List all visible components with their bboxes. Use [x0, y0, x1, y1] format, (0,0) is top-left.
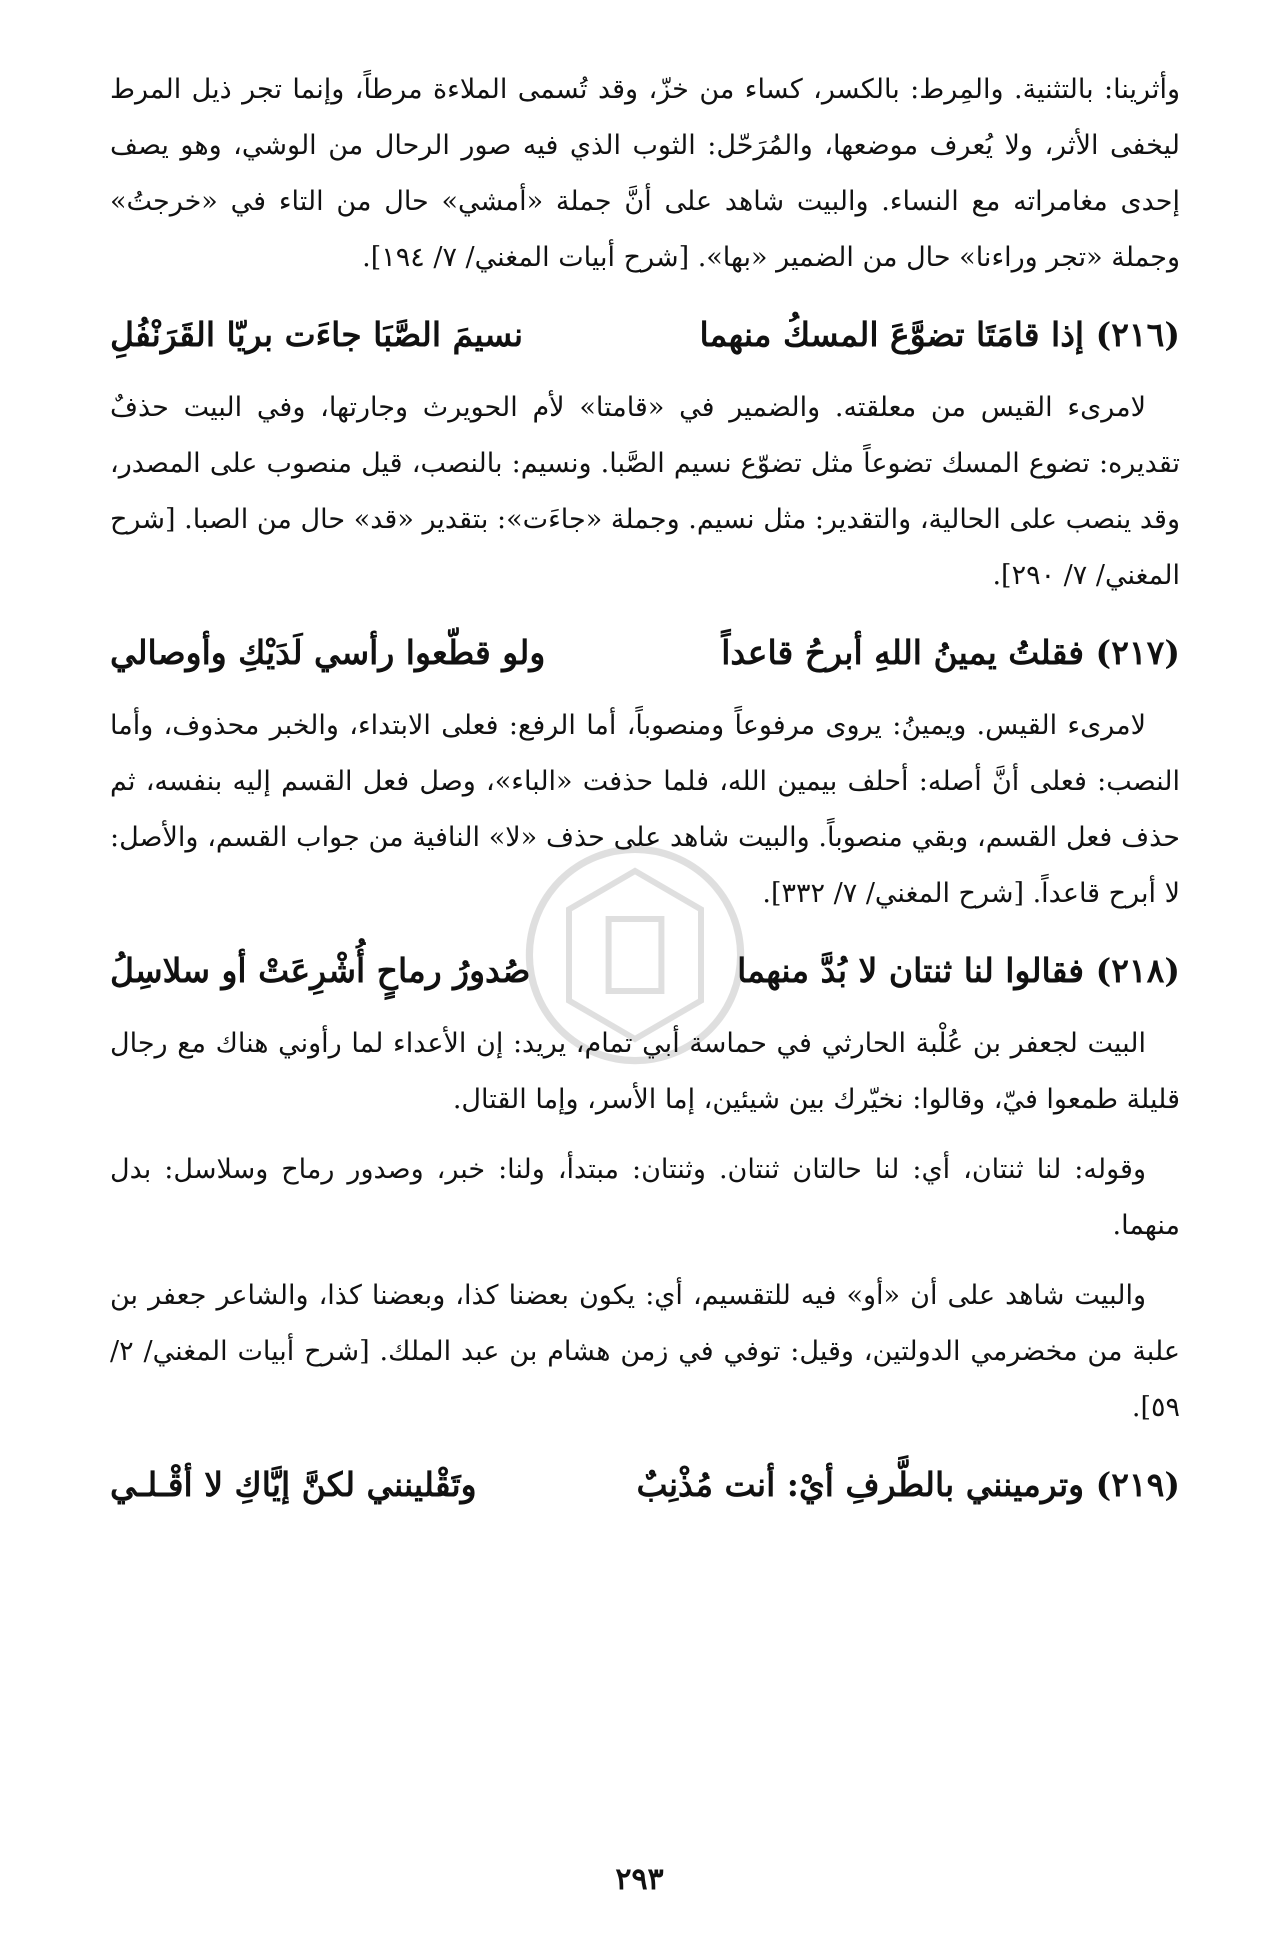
verse-first-hemistich: (٢١٨) فقالوا لنا ثنتان لا بُدَّ منهما	[737, 951, 1180, 990]
verse-216	[110, 298, 1180, 372]
verse-219	[110, 1448, 1180, 1522]
page-body	[110, 62, 1180, 1530]
paragraph-commentary-216: لامرىء القيس من معلقته. والضمير في «قامتا» لأم الحويرث وجارتها، وفي البيت حذفٌ تقديره: تضوع المسك تضوعاً مثل تضوّع نسيم الصَّبا. ونسيم: بالنصب، قيل منصوب على المصدر، وقد ينصب على الحالية، والتقدير: مثل نسيم. وجملة «جاءَت»: بتقدير «قد» حال من الصبا. [شرح المغني/ ٧/ ٢٩٠].	[110, 392, 1180, 591]
verse-second-hemistich: وتَقْلينني لكنَّ إيَّاكِ لا أقْـلـي	[110, 1465, 477, 1504]
verse-second-hemistich: صُدورُ رماحٍ أُشْرِعَتْ أو سلاسِلُ	[110, 951, 531, 990]
paragraph-commentary-218-b: وقوله: لنا ثنتان، أي: لنا حالتان ثنتان. وثنتان: مبتدأ، ولنا: خبر، وصدور رماح وسلاسل: بدل منهما.	[110, 1154, 1180, 1241]
paragraph-commentary-218-a: البيت لجعفر بن عُلْبة الحارثي في حماسة أبي تمام، يريد: إن الأعداء لما رأوني هناك مع رجال قليلة طمعوا فيّ، وقالوا: نخيّرك بين شيئين، إما الأسر، وإما القتال.	[110, 1028, 1180, 1115]
paragraph-commentary-215: وأثرينا: بالتثنية. والمِرط: بالكسر، كساء من خزّ، وقد تُسمى الملاءة مرطاً، وإنما تجر ذيل المرط ليخفى الأثر، ولا يُعرف موضعها، والمُرَحّل: الثوب الذي فيه صور الرحال من الوشي، وهو يصف إحدى مغامراته مع النساء. والبيت شاهد على أنَّ جملة «أمشي» حال من التاء في «خرجتُ» وجملة «تجر وراءنا» حال من الضمير «بها». [شرح أبيات المغني/ ٧/ ١٩٤].	[110, 74, 1180, 273]
paragraph-commentary-218-c: والبيت شاهد على أن «أو» فيه للتقسيم، أي: يكون بعضنا كذا، وبعضنا كذا، والشاعر جعفر بن علبة من مخضرمي الدولتين، وقيل: توفي في زمن هشام بن عبد الملك. [شرح أبيات المغني/ ٢/ ٥٩].	[110, 1280, 1180, 1423]
verse-second-hemistich: ولو قطّعوا رأسي لَدَيْكِ وأوصالي	[110, 633, 546, 672]
verse-first-hemistich: (٢١٩) وترمينني بالطَّرفِ أيْ: أنت مُذْنِبٌ	[636, 1465, 1180, 1504]
verse-second-hemistich: نسيمَ الصَّبَا جاءَت بريّا القَرَنْفُلِ	[110, 315, 524, 354]
verse-first-hemistich: (٢١٧) فقلتُ يمينُ اللهِ أبرحُ قاعداً	[721, 633, 1180, 672]
page-number: ٢٩٣	[615, 1862, 664, 1897]
paragraph-commentary-217: لامرىء القيس. ويمينُ: يروى مرفوعاً ومنصوباً، أما الرفع: فعلى الابتداء، والخبر محذوف، وأما النصب: فعلى أنَّ أصله: أحلف بيمين الله، فلما حذفت «الباء»، وصل فعل القسم إليه بنفسه، ثم حذف فعل القسم، وبقي منصوباً. والبيت شاهد على حذف «لا» النافية من جواب القسم، والأصل: لا أبرح قاعداً. [شرح المغني/ ٧/ ٣٣٢].	[110, 710, 1180, 909]
verse-218	[110, 934, 1180, 1008]
verse-first-hemistich: (٢١٦) إذا قامَتَا تضوَّعَ المسكُ منهما	[699, 315, 1180, 354]
verse-217	[110, 616, 1180, 690]
